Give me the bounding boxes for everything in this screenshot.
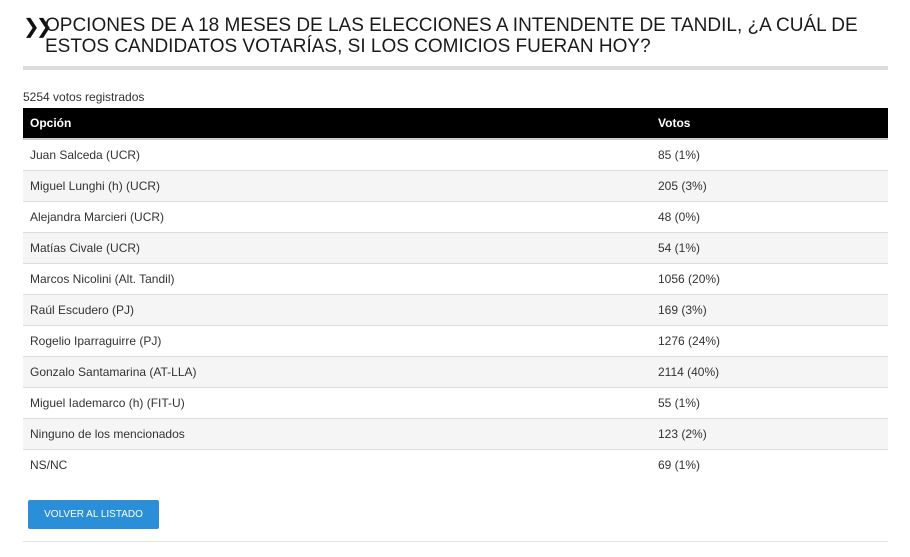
table-row xyxy=(23,388,888,419)
title-divider xyxy=(23,66,888,70)
option-cell: Miguel Lunghi (h) (UCR) xyxy=(23,171,651,202)
table-row xyxy=(23,139,888,171)
total-votes: 5254 votos registrados xyxy=(23,90,145,104)
poll-results xyxy=(23,0,888,520)
results-table xyxy=(23,108,888,480)
table-row xyxy=(23,264,888,295)
table-row xyxy=(23,295,888,326)
votes-cell: 205 (3%) xyxy=(651,171,888,202)
table-row xyxy=(23,326,888,357)
table-row xyxy=(23,233,888,264)
column-header-option: Opción xyxy=(23,108,651,139)
table-body xyxy=(23,139,888,480)
table-row xyxy=(23,450,888,481)
option-cell: NS/NC xyxy=(23,450,651,481)
votes-cell: 69 (1%) xyxy=(651,450,888,481)
back-to-list-button[interactable]: VOLVER AL LISTADO xyxy=(28,500,159,529)
option-cell: Juan Salceda (UCR) xyxy=(23,139,651,171)
votes-cell: 85 (1%) xyxy=(651,139,888,171)
page-header xyxy=(23,15,888,57)
bottom-divider xyxy=(23,541,888,542)
votes-cell: 2114 (40%) xyxy=(651,357,888,388)
option-cell: Miguel Iademarco (h) (FIT-U) xyxy=(23,388,651,419)
option-cell: Marcos Nicolini (Alt. Tandil) xyxy=(23,264,651,295)
column-header-votes: Votos xyxy=(651,108,888,139)
table-row xyxy=(23,419,888,450)
option-cell: Rogelio Iparraguirre (PJ) xyxy=(23,326,651,357)
votes-cell: 48 (0%) xyxy=(651,202,888,233)
votes-cell: 123 (2%) xyxy=(651,419,888,450)
double-chevron-right-icon: ❯❯ xyxy=(23,14,49,38)
option-cell: Matías Civale (UCR) xyxy=(23,233,651,264)
table-row xyxy=(23,202,888,233)
option-cell: Alejandra Marcieri (UCR) xyxy=(23,202,651,233)
table-row xyxy=(23,171,888,202)
votes-cell: 1276 (24%) xyxy=(651,326,888,357)
option-cell: Raúl Escudero (PJ) xyxy=(23,295,651,326)
table-row xyxy=(23,357,888,388)
page-title: OPCIONES DE A 18 MESES DE LAS ELECCIONES A INTENDENTE DE TANDIL, ¿A CUÁL DE ESTOS CANDIDATOS VOTARÍAS, SI LOS COMICIOS FUERAN HOY? xyxy=(45,15,858,57)
votes-cell: 55 (1%) xyxy=(651,388,888,419)
votes-cell: 54 (1%) xyxy=(651,233,888,264)
votes-cell: 169 (3%) xyxy=(651,295,888,326)
option-cell: Ninguno de los mencionados xyxy=(23,419,651,450)
votes-cell: 1056 (20%) xyxy=(651,264,888,295)
table-header-row xyxy=(23,108,888,139)
option-cell: Gonzalo Santamarina (AT-LLA) xyxy=(23,357,651,388)
